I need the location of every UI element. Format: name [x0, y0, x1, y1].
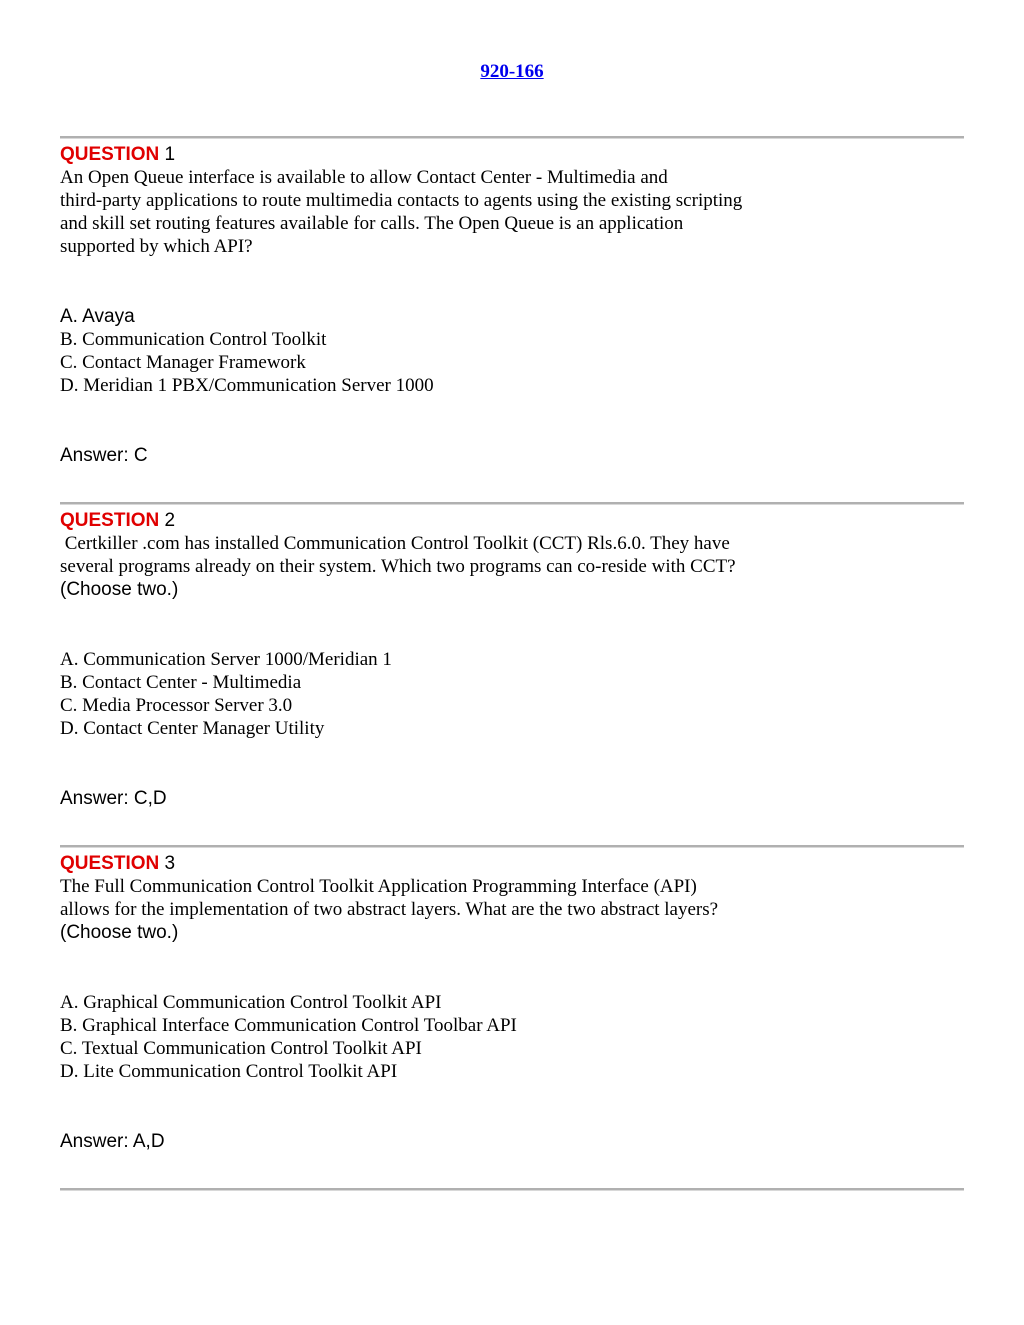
divider — [60, 136, 964, 139]
option-c: C. Media Processor Server 3.0 — [60, 695, 293, 716]
question-stem-line: An Open Queue interface is available to allow Contact Center - Multimedia and — [60, 167, 668, 188]
option-b: B. Graphical Interface Communication Control Toolbar API — [60, 1015, 517, 1036]
question-number: 2 — [164, 510, 176, 531]
option-d: D. Contact Center Manager Utility — [60, 718, 325, 739]
option-a: A. Communication Server 1000/Meridian 1 — [60, 649, 392, 670]
question-label: QUESTION — [60, 144, 160, 165]
option-b: B. Contact Center - Multimedia — [60, 672, 302, 693]
question-stem-line: and skill set routing features available for calls. The Open Queue is an application — [60, 213, 684, 234]
divider — [60, 1188, 964, 1191]
question-label: QUESTION — [60, 853, 160, 874]
exam-code-link[interactable]: 920-166 — [480, 61, 544, 82]
divider — [60, 845, 964, 848]
question-2-options — [60, 648, 960, 740]
question-stem-line: Certkiller .com has installed Communication Control Toolkit (CCT) Rls.6.0. They have — [60, 533, 730, 554]
choose-note: (Choose two.) — [60, 922, 179, 943]
option-d: D. Meridian 1 PBX/Communication Server 1000 — [60, 375, 434, 396]
question-stem-line: third-party applications to route multimedia contacts to agents using the existing scripting — [60, 190, 743, 211]
question-3 — [60, 852, 960, 944]
question-stem-line: allows for the implementation of two abstract layers. What are the two abstract layers? — [60, 899, 719, 920]
choose-note: (Choose two.) — [60, 579, 179, 600]
option-c: C. Textual Communication Control Toolkit API — [60, 1038, 422, 1059]
option-a: A. Avaya — [60, 306, 135, 327]
question-label: QUESTION — [60, 510, 160, 531]
question-3-options — [60, 991, 960, 1083]
question-stem-line: several programs already on their system. Which two programs can co-reside with CCT? — [60, 556, 736, 577]
option-d: D. Lite Communication Control Toolkit API — [60, 1061, 398, 1082]
option-a: A. Graphical Communication Control Toolkit API — [60, 992, 442, 1013]
question-number: 1 — [164, 144, 176, 165]
question-heading — [60, 852, 960, 875]
question-heading — [60, 143, 960, 166]
answer-2: Answer: C,D — [60, 788, 167, 809]
divider — [60, 502, 964, 505]
question-stem-line: The Full Communication Control Toolkit Application Programming Interface (API) — [60, 876, 697, 897]
option-c: C. Contact Manager Framework — [60, 352, 306, 373]
question-number: 3 — [164, 853, 176, 874]
option-b: B. Communication Control Toolkit — [60, 329, 327, 350]
question-1-options — [60, 305, 960, 397]
answer-3: Answer: A,D — [60, 1131, 165, 1152]
question-1 — [60, 143, 960, 258]
answer-1: Answer: C — [60, 445, 148, 466]
question-heading — [60, 509, 960, 532]
question-stem-line: supported by which API? — [60, 236, 253, 257]
question-2 — [60, 509, 960, 601]
